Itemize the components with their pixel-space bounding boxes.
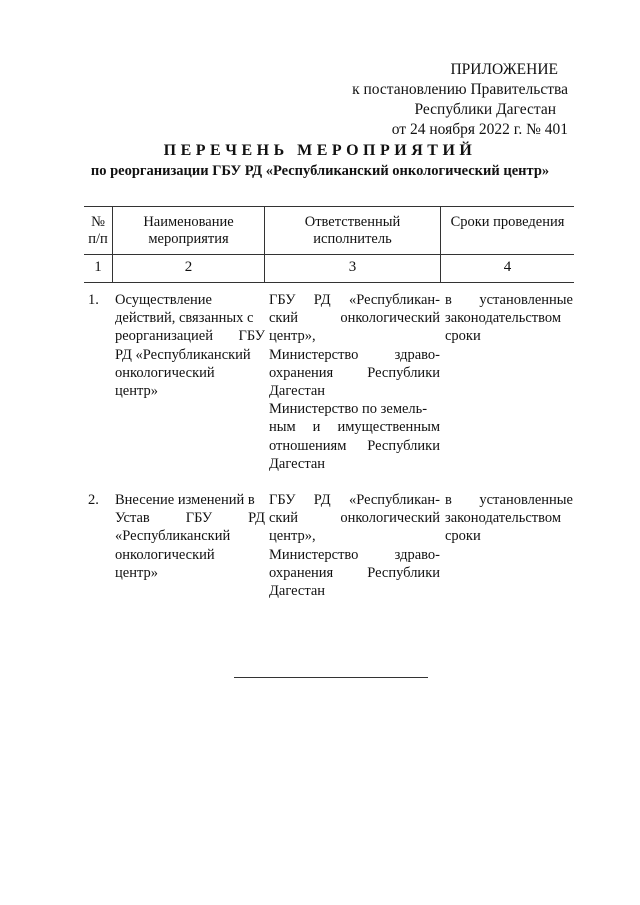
row-number: 2. [88,492,99,508]
header-cell-responsible: Ответственный исполнитель [264,206,440,254]
closing-rule [234,677,428,678]
header-row [84,206,574,254]
table-rule-bottom [84,282,574,283]
row-activity-name: Осуществление действий, связанных с реорганизацией ГБУ РД «Республиканский онкологический центр» [115,292,265,400]
column-number-row [84,254,574,282]
row-activity-name: Внесение изменений в Устав ГБУ РД «Республиканский онкологический центр» [115,492,265,581]
row-terms: в установленные законодательством сроки [445,492,573,545]
appendix-line-republic: Республики Дагестан [414,101,556,118]
column-number-2: 2 [112,254,264,282]
header-cell-name: Наименование мероприятия [112,206,264,254]
appendix-line-resolution: к постановлению Правительства [352,81,568,98]
table-header [84,206,574,282]
column-number-1: 1 [94,259,102,275]
column-number-4: 4 [440,254,574,282]
column-number-3: 3 [264,254,440,282]
document-title: ПЕРЕЧЕНЬ МЕРОПРИЯТИЙ [163,142,477,159]
appendix-line-date: от 24 ноября 2022 г. № 401 [391,121,568,138]
appendix-title: ПРИЛОЖЕНИЕ [450,61,558,78]
row-terms: в установленные законодательством сроки [445,292,573,345]
document-subtitle: по реорганизации ГБУ РД «Республиканский онкологический центр» [90,163,550,179]
row-responsible: ГБУ РД «Республикан- ский онкологический центр», Министерство здраво- охранения Республики Дагестан [269,492,440,600]
row-responsible: ГБУ РД «Республикан- ский онкологический центр», Министерство здраво- охранения Республики Дагестан Министерство по земель- ным и имущественным отношениям Республики Дагестан [269,292,440,472]
appendix-block [308,60,568,140]
header-cell-number: № п/п [88,214,108,247]
row-number: 1. [88,292,99,308]
header-cell-terms: Сроки проведения [440,206,574,254]
